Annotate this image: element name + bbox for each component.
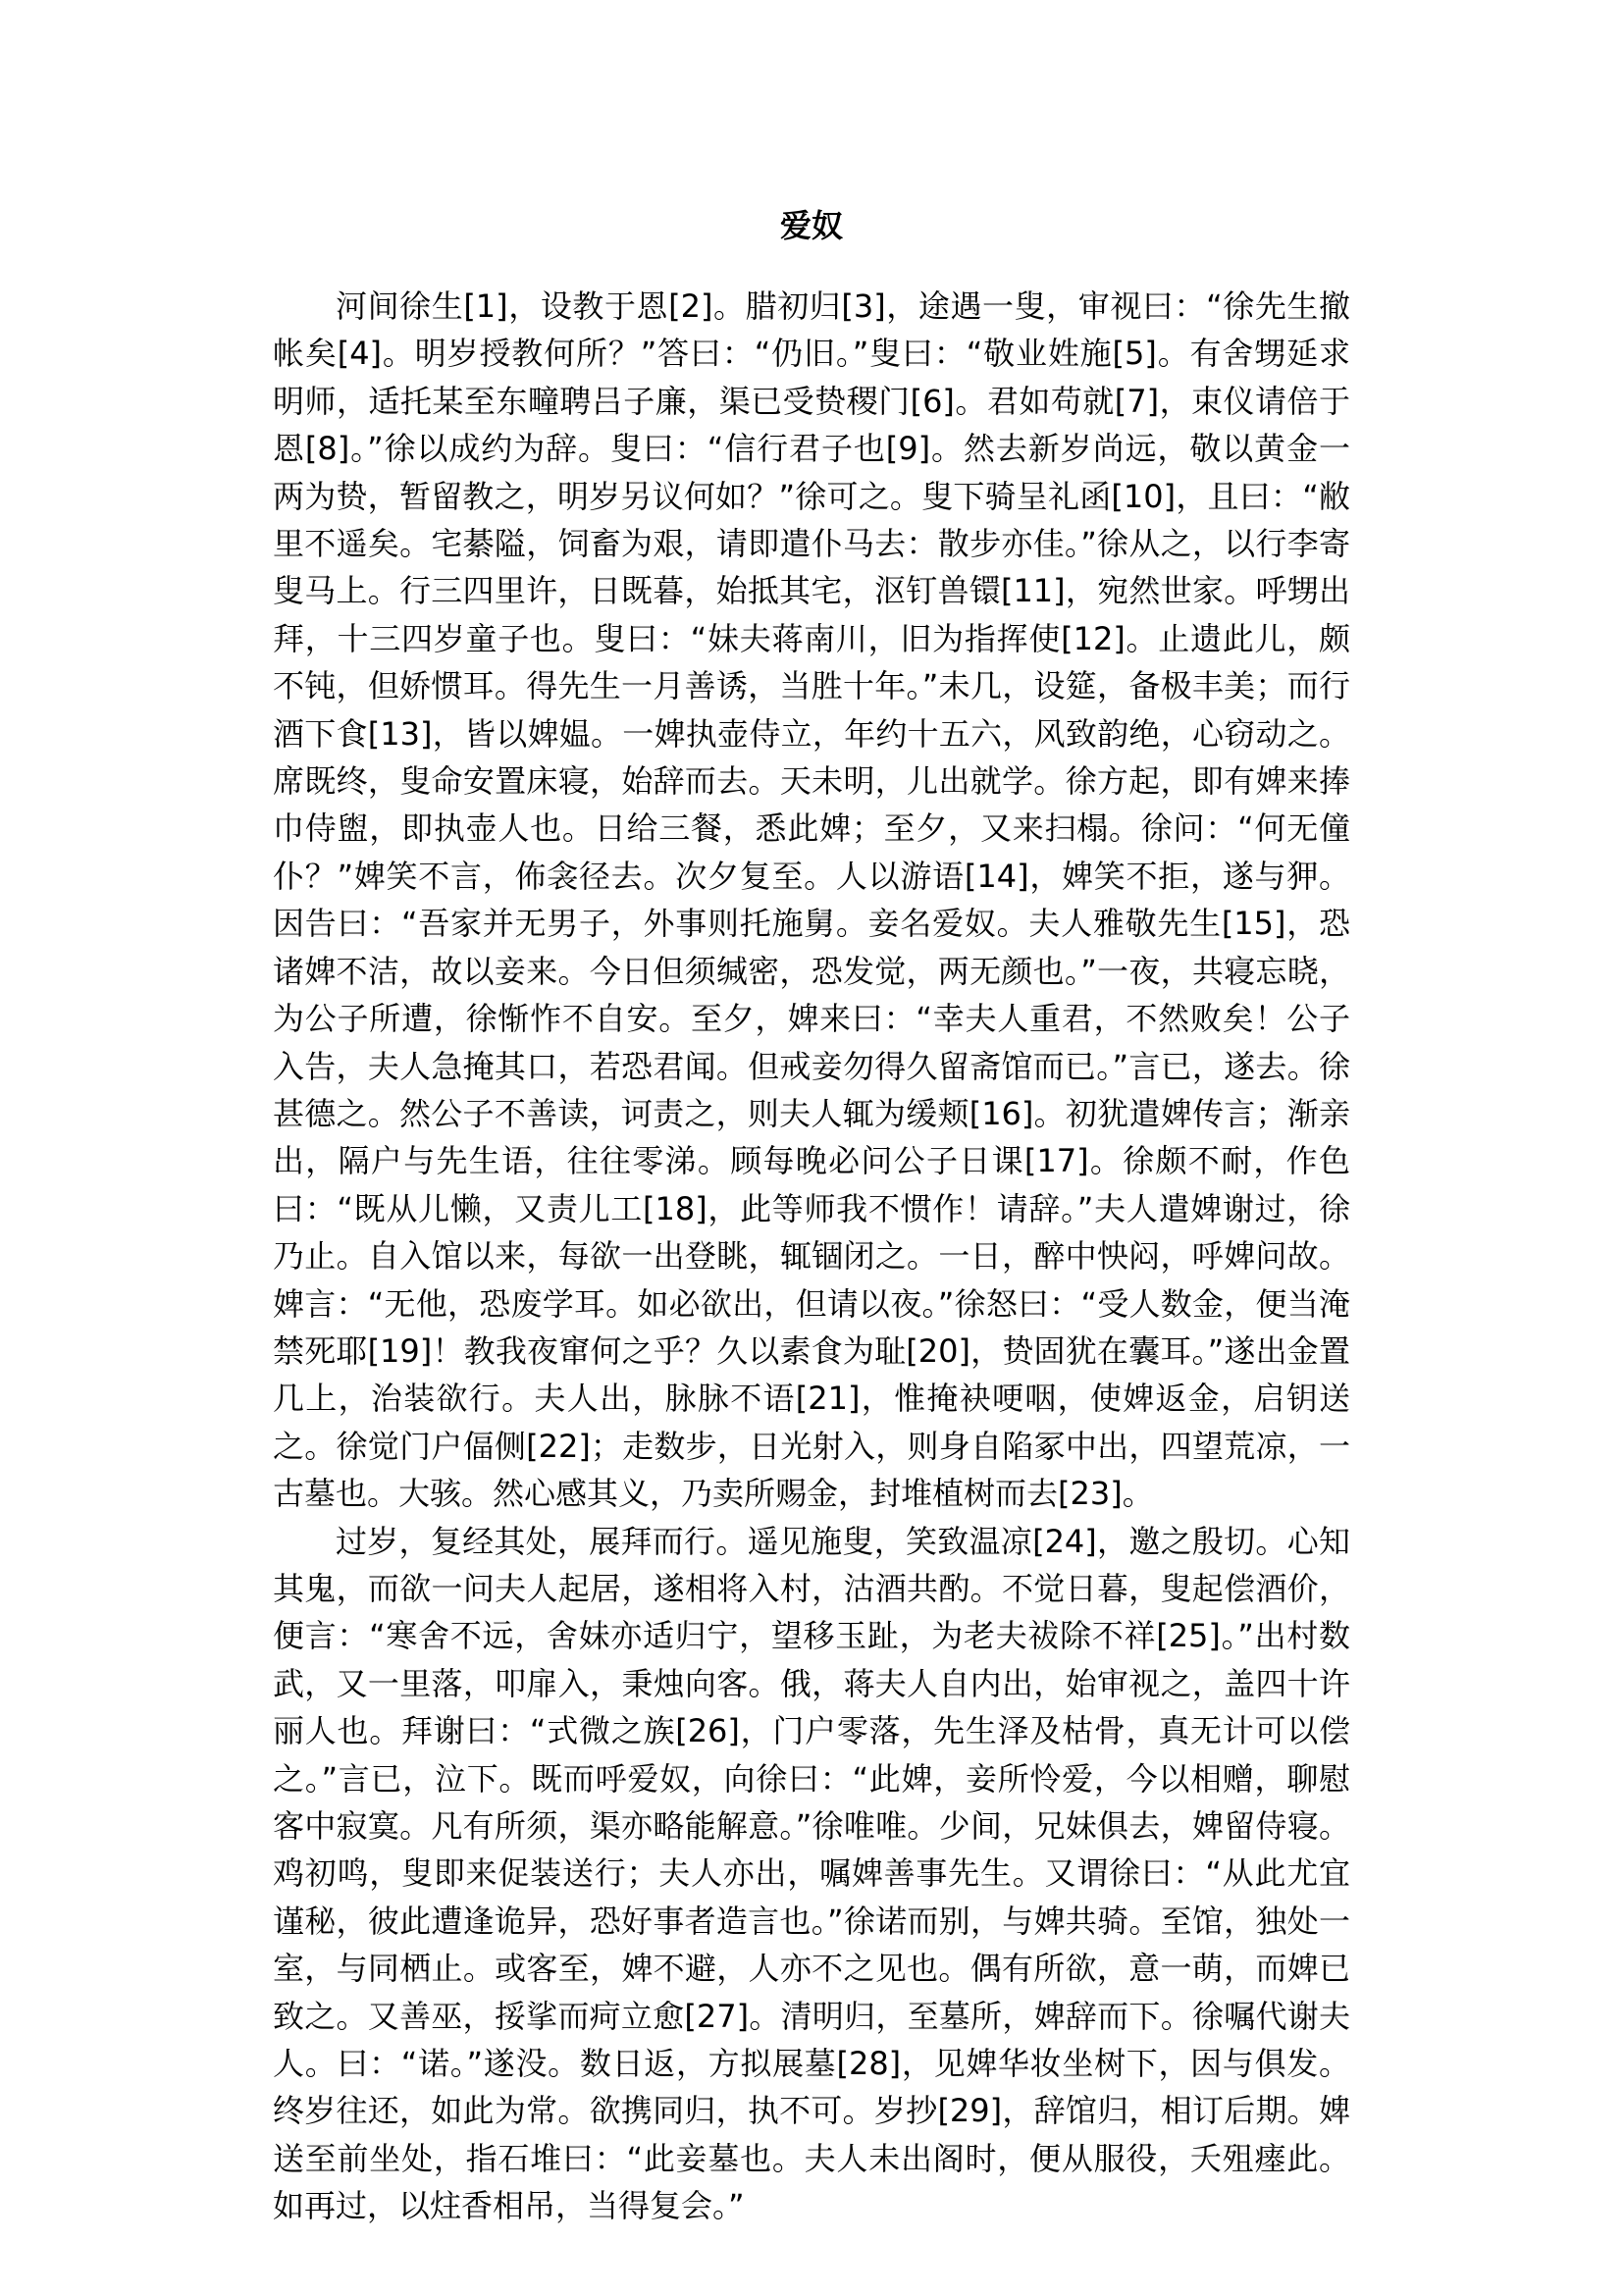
paragraph: 过岁，复经其处，展拜而行。遥见施叟，笑致温凉[24]，邀之殷切。心知其鬼，而欲一问夫人起居，遂相将入村，沽酒共酌。不觉日暮，叟起偿酒价，便言：“寒舍不远，舍妹亦适归宁，望移玉趾，为老夫祓除不祥[25]。”出村数武，又一里落，叩扉入，秉烛向客。俄，蒋夫人自内出，始审视之，盖四十许丽人也。拜谢曰：“式微之族[26]，门户零落，先生泽及枯骨，真无计可以偿之。”言已，泣下。既而呼爱奴，向徐曰：“此婢，妾所怜爱，今以相赠，聊慰客中寂寞。凡有所须，渠亦略能解意。”徐唯唯。少间，兄妹俱去，婢留侍寝。鸡初鸣，叟即来促装送行；夫人亦出，嘱婢善事先生。又谓徐曰：“从此尤宜谨秘，彼此遭逢诡异，恐好事者造言也。”徐诺而别，与婢共骑。至馆，独处一室，与同栖止。或客至，婢不避，人亦不之见也。偶有所欲，意一萌，而婢已致之。又善巫，挼挲而疴立愈[27]。清明归，至墓所，婢辞而下。徐嘱代谢夫人。曰：“诺。”遂没。数日返，方拟展墓[28]，见婢华妆坐树下，因与俱发。终岁往还，如此为常。欲携同归，执不可。岁抄[29]，辞馆归，相订后期。婢送至前坐处，指石堆曰：“此妾墓也。夫人未出阁时，便从服役，夭殂瘗此。如再过，以炷香相吊，当得复会。”: [273, 1522, 1350, 2225]
document-title: 爱奴: [779, 207, 843, 244]
document-body: [273, 283, 1350, 2230]
paragraph: 河间徐生[1]，设教于恩[2]。腊初归[3]，途遇一叟，审视曰：“徐先生撤帐矣[4]。明岁授教何所？”答曰：“仍旧。”叟曰：“敬业姓施[5]。有舍甥延求明师，适托某至东疃聘吕子廉，渠已受贽稷门[6]。君如苟就[7]，束仪请倍于恩[8]。”徐以成约为辞。叟曰：“信行君子也[9]。然去新岁尚远，敬以黄金一两为贽，暂留教之，明岁另议何如？”徐可之。叟下骑呈礼函[10]，且曰：“敝里不遥矣。宅綦隘，饲畜为艰，请即遣仆马去：散步亦佳。”徐从之，以行李寄叟马上。行三四里许，日既暮，始抵其宅，沤钉兽镮[11]，宛然世家。呼甥出拜，十三四岁童子也。叟曰：“妹夫蒋南川，旧为指挥使[12]。止遗此儿，颇不钝，但娇惯耳。得先生一月善诱，当胜十年。”未几，设筵，备极丰美；而行酒下食[13]，皆以婢媪。一婢执壶侍立，年约十五六，风致韵绝，心窃动之。席既终，叟命安置床寝，始辞而去。天未明，儿出就学。徐方起，即有婢来捧巾侍盥，即执壶人也。日给三餐，悉此婢；至夕，又来扫榻。徐问：“何无僮仆？”婢笑不言，佈衾径去。次夕复至。人以游语[14]，婢笑不拒，遂与狎。因告曰：“吾家并无男子，外事则托施舅。妾名爱奴。夫人雅敬先生[15]，恐诸婢不洁，故以妾来。今日但须缄密，恐发觉，两无颜也。”一夜，共寝忘晓，为公子所遭，徐惭怍不自安。至夕，婢来曰：“幸夫人重君，不然败矣！公子入告，夫人急掩其口，若恐君闻。但戒妾勿得久留斋馆而已。”言已，遂去。徐甚德之。然公子不善读，诃责之，则夫人辄为缓颊[16]。初犹遣婢传言；渐亲出，隔户与先生语，往往零涕。顾每晚必问公子日课[17]。徐颇不耐，作色曰：“既从儿懒，又责儿工[18]，此等师我不惯作！请辞。”夫人遣婢谢过，徐乃止。自入馆以来，每欲一出登眺，辄锢闭之。一日，醉中怏闷，呼婢问故。婢言：“无他，恐废学耳。如必欲出，但请以夜。”徐怒曰：“受人数金，便当淹禁死耶[19]！教我夜窜何之乎？久以素食为耻[20]，贽固犹在囊耳。”遂出金置几上，治装欲行。夫人出，脉脉不语[21]，惟掩袂哽咽，使婢返金，启钥送之。徐觉门户偪侧[22]；走数步，日光射入，则身自陷冢中出，四望荒凉，一古墓也。大骇。然心感其义，乃卖所赐金，封堆植树而去[23]。: [273, 287, 1350, 1513]
document-page: [273, 186, 1350, 2230]
